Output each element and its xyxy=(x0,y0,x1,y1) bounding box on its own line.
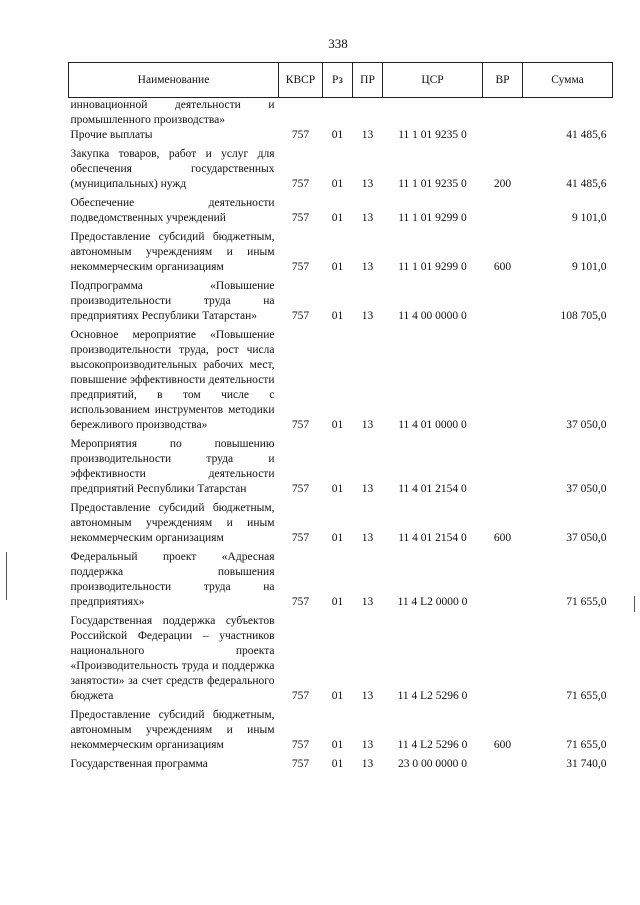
cell-sum: 71 655,0 xyxy=(566,690,607,702)
cell-kvsr: 757 xyxy=(291,129,310,141)
cell-kvsr: 757 xyxy=(291,419,310,431)
cell-rz: 01 xyxy=(331,261,344,273)
cell-rz xyxy=(323,98,353,129)
cell-vr: 600 xyxy=(493,532,512,544)
table-row xyxy=(69,328,613,437)
cell-name: Федеральный проект «Адресная поддержка повышения производительности труда на предприятиях» xyxy=(70,551,275,608)
budget-table-wrapper xyxy=(68,62,612,776)
cell-pr: 13 xyxy=(361,739,374,751)
cell-pr: 13 xyxy=(361,419,374,431)
cell-pr: 13 xyxy=(361,129,374,141)
cell-name: Мероприятия по повышению производительности труда и эффективности деятельности предприятий Республики Татарстан xyxy=(70,438,275,495)
cell-csr: 11 4 L2 5296 0 xyxy=(397,690,468,702)
cell-pr: 13 xyxy=(361,532,374,544)
cell-sum: 9 101,0 xyxy=(572,212,607,224)
table-row xyxy=(69,501,613,550)
cell-kvsr: 757 xyxy=(291,261,310,273)
cell-csr: 11 4 01 2154 0 xyxy=(398,483,467,495)
cell-vr xyxy=(483,437,523,501)
table-row xyxy=(69,98,613,129)
cell-kvsr: 757 xyxy=(291,758,310,770)
cell-sum: 37 050,0 xyxy=(566,532,607,544)
cell-csr: 11 1 01 9299 0 xyxy=(398,212,467,224)
cell-csr: 11 4 01 2154 0 xyxy=(398,532,467,544)
cell-kvsr: 757 xyxy=(291,596,310,608)
header-kvsr: КВСР xyxy=(279,63,323,98)
cell-vr xyxy=(483,98,523,129)
cell-rz: 01 xyxy=(331,178,344,190)
cell-pr: 13 xyxy=(361,758,374,770)
cell-sum: 41 485,6 xyxy=(566,129,607,141)
cell-pr: 13 xyxy=(361,690,374,702)
cell-csr: 11 4 L2 5296 0 xyxy=(397,739,468,751)
cell-kvsr: 757 xyxy=(291,212,310,224)
cell-csr xyxy=(383,98,483,129)
cell-name: Предоставление субсидий бюджетным, автономным учреждениям и иным некоммерческим организациям xyxy=(70,502,275,544)
cell-name: инновационной деятельности и промышленного производства» xyxy=(70,99,275,126)
table-row xyxy=(69,708,613,757)
cell-rz: 01 xyxy=(331,690,344,702)
budget-table xyxy=(68,62,613,776)
cell-vr xyxy=(483,328,523,437)
table-row xyxy=(69,614,613,708)
cell-kvsr: 757 xyxy=(291,483,310,495)
cell-name: Государственная программа xyxy=(70,758,208,770)
cell-vr xyxy=(483,550,523,614)
table-row xyxy=(69,550,613,614)
cell-name: Прочие выплаты xyxy=(70,129,153,141)
scan-mark-right xyxy=(634,596,635,612)
header-rz: Рз xyxy=(323,63,353,98)
cell-name: Закупка товаров, работ и услуг для обеспечения государственных (муниципальных) нужд xyxy=(70,148,275,190)
cell-vr: 600 xyxy=(493,261,512,273)
cell-rz: 01 xyxy=(331,419,344,431)
table-row xyxy=(69,279,613,328)
cell-vr: 600 xyxy=(493,739,512,751)
cell-rz: 01 xyxy=(331,758,344,770)
cell-csr: 11 4 01 0000 0 xyxy=(398,419,467,431)
cell-kvsr xyxy=(279,98,323,129)
cell-vr xyxy=(483,614,523,708)
cell-csr: 11 1 01 9235 0 xyxy=(398,129,467,141)
cell-rz: 01 xyxy=(331,483,344,495)
cell-pr: 13 xyxy=(361,596,374,608)
header-sum: Сумма xyxy=(523,63,613,98)
cell-sum: 37 050,0 xyxy=(566,483,607,495)
table-row xyxy=(69,757,613,776)
cell-vr: 200 xyxy=(493,178,512,190)
cell-sum xyxy=(523,98,613,129)
cell-vr xyxy=(483,196,523,230)
table-body xyxy=(69,98,613,777)
cell-kvsr: 757 xyxy=(291,690,310,702)
table-row xyxy=(69,196,613,230)
table-row xyxy=(69,230,613,279)
cell-pr xyxy=(353,98,383,129)
table-row xyxy=(69,437,613,501)
cell-name: Основное мероприятие «Повышение производительности труда, рост числа высокопроизводительных рабочих мест, повышение эффективности деятельности предприятий, в том числе с использованием инструментов методики бережливого производства» xyxy=(70,329,275,431)
header-csr: ЦСР xyxy=(383,63,483,98)
cell-name: Государственная поддержка субъектов Российской Федерации – участников национального проекта «Производительность труда и поддержка занятости» за счет средств федерального бюджета xyxy=(70,615,275,702)
header-pr: ПР xyxy=(353,63,383,98)
cell-vr xyxy=(483,279,523,328)
cell-csr: 11 4 00 0000 0 xyxy=(398,310,467,322)
cell-name: Предоставление субсидий бюджетным, автономным учреждениям и иным некоммерческим организациям xyxy=(70,709,275,751)
cell-sum: 71 655,0 xyxy=(566,596,607,608)
table-row xyxy=(69,128,613,147)
cell-rz: 01 xyxy=(331,310,344,322)
header-vr: ВР xyxy=(483,63,523,98)
table-header xyxy=(69,63,613,98)
cell-pr: 13 xyxy=(361,483,374,495)
cell-pr: 13 xyxy=(361,178,374,190)
cell-kvsr: 757 xyxy=(291,310,310,322)
cell-sum: 71 655,0 xyxy=(566,739,607,751)
table-row xyxy=(69,147,613,196)
page-number: 338 xyxy=(328,36,348,51)
cell-rz: 01 xyxy=(331,596,344,608)
cell-pr: 13 xyxy=(361,212,374,224)
cell-kvsr: 757 xyxy=(291,178,310,190)
cell-csr: 11 4 L2 0000 0 xyxy=(397,596,468,608)
cell-sum: 37 050,0 xyxy=(566,419,607,431)
cell-csr: 11 1 01 9235 0 xyxy=(398,178,467,190)
cell-name: Обеспечение деятельности подведомственных учреждений xyxy=(70,197,275,224)
cell-rz: 01 xyxy=(331,129,344,141)
cell-name: Предоставление субсидий бюджетным, автономным учреждениям и иным некоммерческим организациям xyxy=(70,231,275,273)
scan-mark-left xyxy=(6,552,7,600)
cell-sum: 9 101,0 xyxy=(572,261,607,273)
cell-kvsr: 757 xyxy=(291,739,310,751)
cell-sum: 108 705,0 xyxy=(560,310,607,322)
cell-csr: 23 0 00 0000 0 xyxy=(398,758,467,770)
cell-rz: 01 xyxy=(331,532,344,544)
cell-kvsr: 757 xyxy=(291,532,310,544)
cell-pr: 13 xyxy=(361,310,374,322)
cell-sum: 41 485,6 xyxy=(566,178,607,190)
header-name: Наименование xyxy=(69,63,279,98)
cell-pr: 13 xyxy=(361,261,374,273)
cell-rz: 01 xyxy=(331,739,344,751)
cell-rz: 01 xyxy=(331,212,344,224)
cell-vr xyxy=(483,757,523,776)
cell-name: Подпрограмма «Повышение производительности труда на предприятиях Республики Татарстан» xyxy=(70,280,275,322)
cell-csr: 11 1 01 9299 0 xyxy=(398,261,467,273)
cell-sum: 31 740,0 xyxy=(566,758,607,770)
cell-vr xyxy=(483,128,523,147)
